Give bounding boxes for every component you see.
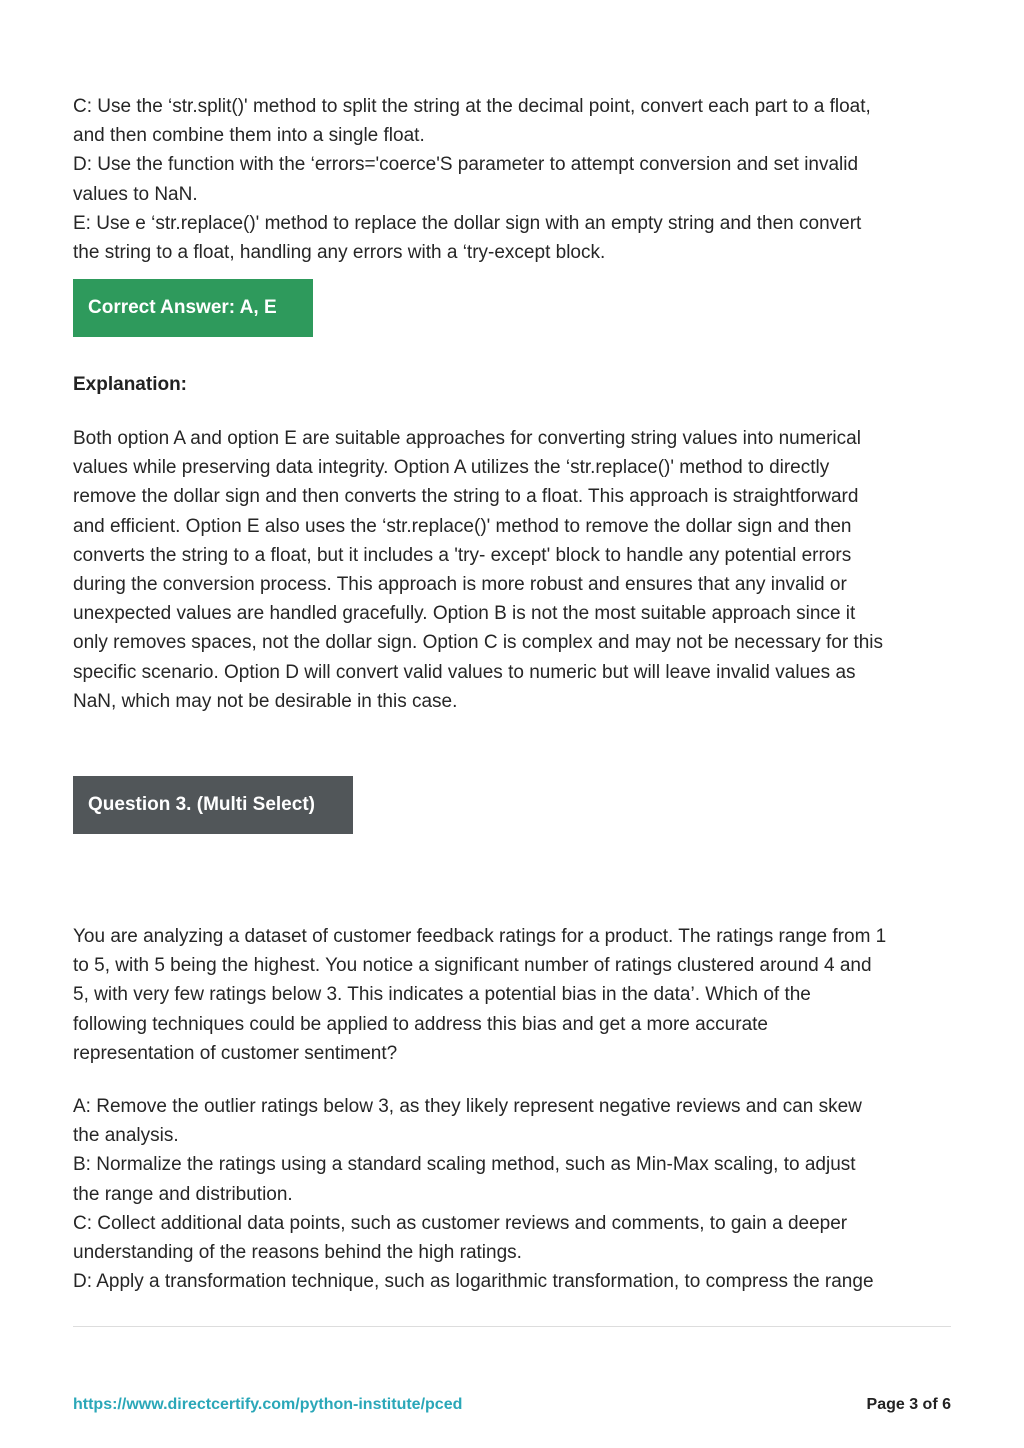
explanation-heading: Explanation: bbox=[73, 374, 188, 395]
question-line: You are analyzing a dataset of customer feedback ratings for a product. The ratings range from 1 bbox=[73, 926, 887, 947]
options-bottom bbox=[73, 1092, 963, 1296]
explanation-line: NaN, which may not be desirable in this case. bbox=[73, 690, 458, 712]
option-d-line-1: D: Use the function with the ‘errors='coerce'S parameter to attempt conversion and set invalid bbox=[73, 154, 859, 176]
option-c-line-2: and then combine them into a single float. bbox=[73, 125, 425, 147]
options-top bbox=[73, 92, 963, 267]
question-line: representation of customer sentiment? bbox=[73, 1042, 398, 1064]
question-body bbox=[73, 922, 963, 1068]
option-c-line-1: C: Collect additional data points, such as customer reviews and comments, to gain a deeper bbox=[73, 1212, 848, 1234]
explanation-line: remove the dollar sign and then converts the string to a float. This approach is straightforward bbox=[73, 486, 859, 508]
option-b-line-2: the range and distribution. bbox=[73, 1183, 293, 1205]
option-a-line-2: the analysis. bbox=[73, 1125, 179, 1147]
question-line: 5, with very few ratings below 3. This indicates a potential bias in the data’. Which of the bbox=[73, 984, 811, 1006]
explanation-line: during the conversion process. This approach is more robust and ensures that any invalid or bbox=[73, 574, 847, 596]
explanation-body bbox=[73, 424, 963, 716]
explanation-line: values while preserving data integrity. Option A utilizes the ‘str.replace()' method to directly bbox=[73, 457, 830, 479]
option-a-line-1: A: Remove the outlier ratings below 3, as they likely represent negative reviews and can skew bbox=[73, 1096, 862, 1117]
question-line: to 5, with 5 being the highest. You notice a significant number of ratings clustered around 4 and bbox=[73, 955, 872, 977]
correct-answer-badge: Correct Answer: A, E bbox=[73, 279, 313, 337]
explanation-line: only removes spaces, not the dollar sign. Option C is complex and may not be necessary for this bbox=[73, 632, 884, 654]
option-c-line-1: C: Use the ‘str.split()' method to split the string at the decimal point, convert each part to a float, bbox=[73, 96, 871, 117]
option-c-line-2: understanding of the reasons behind the high ratings. bbox=[73, 1242, 522, 1264]
page-number: Page 3 of 6 bbox=[866, 1396, 951, 1413]
option-b-line-1: B: Normalize the ratings using a standard scaling method, such as Min-Max scaling, to adjust bbox=[73, 1154, 856, 1176]
question-line: following techniques could be applied to address this bias and get a more accurate bbox=[73, 1013, 768, 1035]
explanation-line: converts the string to a float, but it includes a 'try- except' block to handle any potential errors bbox=[73, 544, 852, 566]
footer-divider bbox=[73, 1326, 951, 1327]
option-e-line-2: the string to a float, handling any errors with a ‘try-except block. bbox=[73, 242, 606, 264]
explanation-line: and efficient. Option E also uses the ‘str.replace()' method to remove the dollar sign and then bbox=[73, 515, 852, 537]
explanation-line: unexpected values are handled gracefully. Option B is not the most suitable approach since it bbox=[73, 603, 856, 625]
option-d-line-1: D: Apply a transformation technique, such as logarithmic transformation, to compress the range bbox=[73, 1271, 874, 1293]
question-badge: Question 3. (Multi Select) bbox=[73, 776, 353, 834]
option-e-line-1: E: Use e ‘str.replace()' method to replace the dollar sign with an empty string and then convert bbox=[73, 212, 862, 234]
footer-url-link[interactable]: https://www.directcertify.com/python-institute/pced bbox=[73, 1396, 463, 1413]
explanation-line: specific scenario. Option D will convert valid values to numeric but will leave invalid values as bbox=[73, 661, 856, 683]
explanation-line: Both option A and option E are suitable approaches for converting string values into numerical bbox=[73, 428, 861, 449]
option-d-line-2: values to NaN. bbox=[73, 183, 198, 205]
